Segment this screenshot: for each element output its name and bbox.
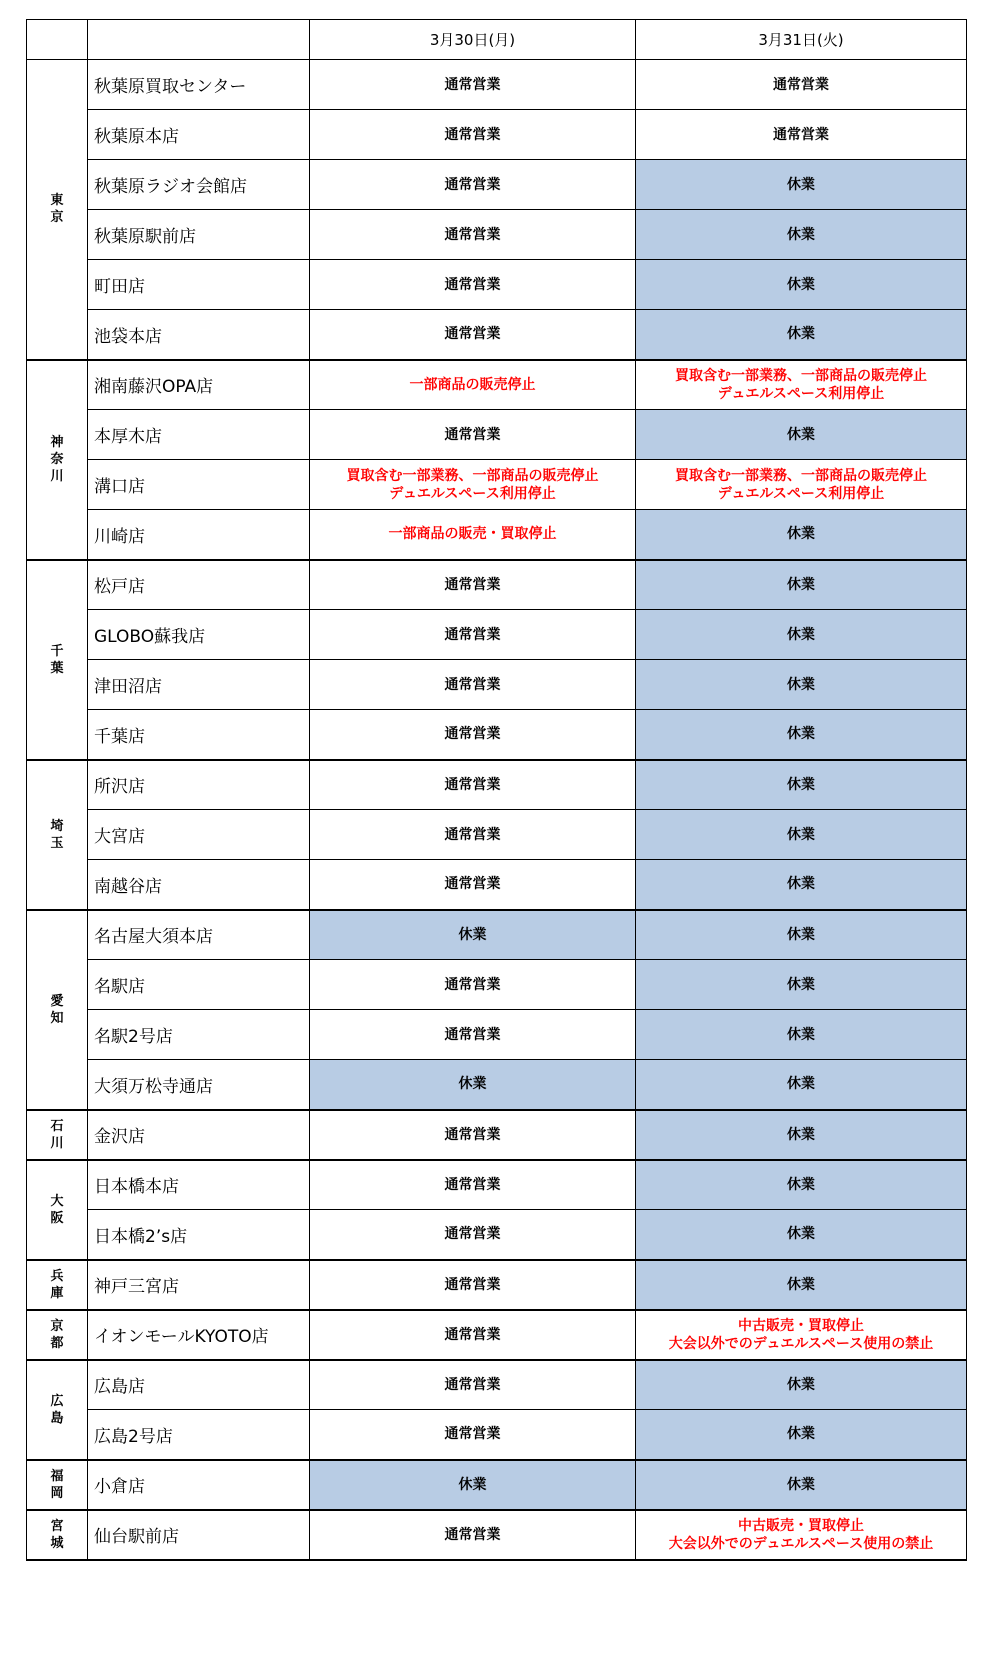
- table-row: [27, 660, 967, 710]
- status-text: 休業: [787, 1026, 815, 1043]
- store-name-cell: 神戸三宮店: [88, 1260, 310, 1310]
- prefecture-char: 千: [50, 643, 64, 659]
- table-row: [27, 1110, 967, 1160]
- day2-status-cell: [636, 410, 967, 460]
- status-text: 通常営業: [444, 976, 501, 993]
- status-text: 大会以外でのデュエルスペース使用の禁止: [668, 1535, 934, 1552]
- day1-status-cell: [310, 310, 636, 360]
- prefecture-char: 神: [50, 435, 64, 450]
- day1-status-cell: [310, 1310, 636, 1360]
- day2-status-cell: [636, 810, 967, 860]
- store-name-cell: イオンモールKYOTO店: [88, 1310, 310, 1360]
- status-text: 通常営業: [444, 726, 501, 743]
- status-text: 休業: [787, 226, 815, 243]
- day1-status-cell: [310, 1260, 636, 1310]
- status-text: 通常営業: [444, 676, 501, 693]
- day2-status-cell: [636, 260, 967, 310]
- store-name-cell: 秋葉原本店: [88, 110, 310, 160]
- status-text: 休業: [787, 626, 815, 643]
- store-name-cell: 日本橋本店: [88, 1160, 310, 1210]
- table-row: [27, 960, 967, 1010]
- status-text: 通常営業: [444, 1126, 501, 1143]
- table-row: [27, 1410, 967, 1460]
- status-text: 買取含む一部業務、一部商品の販売停止: [346, 467, 599, 484]
- store-name-cell: 南越谷店: [88, 860, 310, 910]
- status-text: 通常営業: [444, 626, 501, 643]
- store-name-cell: 仙台駅前店: [88, 1510, 310, 1560]
- day2-status-cell: [636, 660, 967, 710]
- status-text: 通常営業: [444, 276, 501, 293]
- prefecture-cell: [27, 1460, 88, 1510]
- day1-status-cell: [310, 710, 636, 760]
- day2-status-cell: [636, 1410, 967, 1460]
- status-text: 休業: [787, 1076, 815, 1093]
- status-text: 買取含む一部業務、一部商品の販売停止: [675, 467, 927, 484]
- day1-status-cell: [310, 1060, 636, 1110]
- status-text: 休業: [787, 426, 815, 443]
- store-name-cell: 広島店: [88, 1360, 310, 1410]
- status-text: デュエルスペース利用停止: [717, 485, 885, 502]
- status-text: 休業: [458, 926, 487, 943]
- store-name-cell: 秋葉原買取センター: [88, 60, 310, 110]
- store-name-cell: 溝口店: [88, 460, 310, 510]
- day2-status-cell: [636, 760, 967, 810]
- prefecture-char: 愛: [50, 993, 64, 1009]
- table-row: [27, 710, 967, 760]
- prefecture-char: 川: [50, 469, 64, 484]
- day1-status-cell: [310, 260, 636, 310]
- store-name-cell: 大宮店: [88, 810, 310, 860]
- prefecture-char: 福: [50, 1468, 64, 1484]
- table-row: [27, 60, 967, 110]
- status-text: 休業: [787, 826, 815, 843]
- day1-status-cell: [310, 810, 636, 860]
- status-text: 通常営業: [444, 1426, 501, 1443]
- day2-status-cell: [636, 610, 967, 660]
- prefecture-char: 東: [50, 193, 64, 209]
- store-name-cell: 湘南藤沢OPA店: [88, 360, 310, 410]
- table-row: [27, 160, 967, 210]
- day1-status-cell: [310, 1160, 636, 1210]
- prefecture-char: 埼: [50, 818, 64, 834]
- prefecture-cell: [27, 1110, 88, 1160]
- table-row: [27, 1160, 967, 1210]
- table-row: [27, 760, 967, 810]
- day1-status-cell: [310, 60, 636, 110]
- store-status-table-wrapper: [26, 19, 967, 1561]
- day2-status-cell: [636, 1010, 967, 1060]
- day2-status-cell: [636, 210, 967, 260]
- status-text: 通常営業: [444, 1176, 501, 1193]
- day2-status-cell: [636, 510, 967, 560]
- day2-status-cell: [636, 1310, 967, 1360]
- status-text: 休業: [787, 676, 815, 693]
- status-text: 休業: [787, 1126, 815, 1143]
- store-name-cell: 本厚木店: [88, 410, 310, 460]
- status-text: 休業: [787, 1426, 815, 1443]
- status-text: 通常営業: [444, 326, 501, 343]
- table-row: [27, 510, 967, 560]
- status-text: 休業: [787, 276, 815, 293]
- table-row: [27, 860, 967, 910]
- store-name-cell: 川崎店: [88, 510, 310, 560]
- table-header: [27, 20, 967, 60]
- day1-status-cell: [310, 910, 636, 960]
- day1-status-cell: [310, 410, 636, 460]
- day2-status-cell: [636, 1460, 967, 1510]
- table-row: [27, 1360, 967, 1410]
- store-status-table: [26, 19, 967, 1561]
- status-text: 通常営業: [444, 1226, 501, 1243]
- status-text: 休業: [458, 1476, 487, 1493]
- table-row: [27, 1310, 967, 1360]
- day2-status-cell: [636, 910, 967, 960]
- prefecture-cell: [27, 910, 88, 1110]
- status-text: 通常営業: [444, 1276, 501, 1293]
- status-text: 大会以外でのデュエルスペース使用の禁止: [668, 1335, 934, 1352]
- prefecture-char: 葉: [50, 660, 64, 676]
- table-row: [27, 610, 967, 660]
- table-row: [27, 1010, 967, 1060]
- prefecture-char: 大: [50, 1193, 64, 1209]
- table-row: [27, 460, 967, 510]
- day1-status-cell: [310, 760, 636, 810]
- status-text: 休業: [787, 176, 815, 193]
- day1-status-cell: [310, 560, 636, 610]
- store-name-cell: 大須万松寺通店: [88, 1060, 310, 1110]
- store-name-cell: 金沢店: [88, 1110, 310, 1160]
- store-name-cell: 秋葉原駅前店: [88, 210, 310, 260]
- day2-status-cell: [636, 1260, 967, 1310]
- day2-status-cell: [636, 360, 967, 410]
- day1-status-cell: [310, 160, 636, 210]
- status-text: 休業: [787, 726, 815, 743]
- prefecture-cell: [27, 1260, 88, 1310]
- day1-status-cell: [310, 1410, 636, 1460]
- status-text: 休業: [787, 526, 815, 543]
- status-text: 通常営業: [444, 126, 501, 143]
- prefecture-char: 島: [50, 1410, 64, 1426]
- status-text: 通常営業: [773, 126, 829, 143]
- prefecture-char: 知: [50, 1010, 64, 1026]
- day2-status-cell: [636, 60, 967, 110]
- prefecture-char: 広: [50, 1393, 64, 1409]
- prefecture-cell: [27, 1160, 88, 1260]
- prefecture-char: 都: [50, 1335, 64, 1351]
- day2-status-cell: [636, 1210, 967, 1260]
- prefecture-cell: [27, 1310, 88, 1360]
- prefecture-cell: [27, 60, 88, 360]
- day2-status-cell: [636, 960, 967, 1010]
- prefecture-char: 庫: [50, 1285, 64, 1301]
- table-row: [27, 1060, 967, 1110]
- store-name-cell: 池袋本店: [88, 310, 310, 360]
- status-text: デュエルスペース利用停止: [717, 385, 885, 402]
- prefecture-cell: [27, 360, 88, 560]
- prefecture-char: 川: [50, 1135, 64, 1151]
- status-text: 通常営業: [773, 76, 829, 93]
- day2-status-cell: [636, 1360, 967, 1410]
- day1-status-cell: [310, 210, 636, 260]
- day2-status-cell: [636, 460, 967, 510]
- status-text: 休業: [787, 1226, 815, 1243]
- prefecture-char: 宮: [50, 1518, 64, 1534]
- prefecture-char: 玉: [50, 835, 64, 851]
- table-row: [27, 210, 967, 260]
- status-text: 通常営業: [444, 576, 501, 593]
- status-text: 休業: [787, 1476, 815, 1493]
- table-row: [27, 410, 967, 460]
- table-row: [27, 260, 967, 310]
- day2-status-cell: [636, 1510, 967, 1560]
- status-text: 通常営業: [444, 176, 501, 193]
- status-text: 休業: [787, 776, 815, 793]
- prefecture-cell: [27, 560, 88, 760]
- store-name-cell: 秋葉原ラジオ会館店: [88, 160, 310, 210]
- status-text: 通常営業: [444, 1526, 501, 1543]
- status-text: 休業: [787, 1276, 815, 1293]
- table-row: [27, 1260, 967, 1310]
- day1-status-cell: [310, 1510, 636, 1560]
- status-text: 休業: [787, 326, 815, 343]
- day1-status-cell: [310, 660, 636, 710]
- store-name-cell: 名駅店: [88, 960, 310, 1010]
- store-name-cell: 名古屋大須本店: [88, 910, 310, 960]
- status-text: 休業: [787, 576, 815, 593]
- table-row: [27, 1210, 967, 1260]
- table-row: [27, 310, 967, 360]
- day1-status-cell: [310, 610, 636, 660]
- day1-status-cell: [310, 1360, 636, 1410]
- status-text: 一部商品の販売・買取停止: [388, 526, 557, 543]
- day1-status-cell: [310, 1210, 636, 1260]
- prefecture-char: 城: [50, 1535, 64, 1551]
- day2-status-cell: [636, 160, 967, 210]
- status-text: 通常営業: [444, 776, 501, 793]
- status-text: 買取含む一部業務、一部商品の販売停止: [675, 367, 927, 384]
- status-text: 一部商品の販売停止: [409, 376, 536, 393]
- status-text: 休業: [787, 876, 815, 893]
- store-name-cell: 津田沼店: [88, 660, 310, 710]
- day1-status-cell: [310, 510, 636, 560]
- table-row: [27, 1460, 967, 1510]
- status-text: 通常営業: [444, 76, 501, 93]
- store-name-cell: 小倉店: [88, 1460, 310, 1510]
- store-name-cell: 広島2号店: [88, 1410, 310, 1460]
- day2-status-cell: [636, 560, 967, 610]
- prefecture-char: 阪: [50, 1210, 64, 1226]
- day1-status-cell: [310, 460, 636, 510]
- prefecture-char: 京: [50, 1318, 64, 1334]
- status-text: 通常営業: [444, 226, 501, 243]
- prefecture-char: 奈: [50, 452, 64, 467]
- day2-status-cell: [636, 1060, 967, 1110]
- prefecture-cell: [27, 760, 88, 910]
- header-store-cell: [88, 20, 310, 60]
- day2-status-cell: [636, 1160, 967, 1210]
- prefecture-char: 岡: [50, 1485, 64, 1501]
- status-text: 中古販売・買取停止: [738, 1317, 864, 1334]
- store-name-cell: 松戸店: [88, 560, 310, 610]
- prefecture-char: 京: [50, 210, 64, 226]
- store-name-cell: 日本橋2’s店: [88, 1210, 310, 1260]
- table-row: [27, 1510, 967, 1560]
- header-row: [27, 20, 967, 60]
- table-row: [27, 560, 967, 610]
- status-text: 通常営業: [444, 826, 501, 843]
- status-text: 通常営業: [444, 1376, 501, 1393]
- table-row: [27, 360, 967, 410]
- status-text: 通常営業: [444, 876, 501, 893]
- day2-status-cell: [636, 1110, 967, 1160]
- day2-status-cell: [636, 310, 967, 360]
- prefecture-char: 石: [50, 1118, 64, 1134]
- day1-status-cell: [310, 860, 636, 910]
- day2-status-cell: [636, 710, 967, 760]
- status-text: 休業: [787, 1376, 815, 1393]
- table-body: [27, 60, 967, 1560]
- prefecture-char: 兵: [50, 1268, 64, 1284]
- table-row: [27, 110, 967, 160]
- day1-status-cell: [310, 360, 636, 410]
- status-text: 通常営業: [444, 1026, 501, 1043]
- status-text: 休業: [787, 926, 815, 943]
- status-text: 休業: [787, 1176, 815, 1193]
- table-row: [27, 910, 967, 960]
- header-prefecture-cell: [27, 20, 88, 60]
- store-name-cell: GLOBO蘇我店: [88, 610, 310, 660]
- status-text: 中古販売・買取停止: [738, 1517, 864, 1534]
- store-name-cell: 町田店: [88, 260, 310, 310]
- day1-status-cell: [310, 1110, 636, 1160]
- store-name-cell: 所沢店: [88, 760, 310, 810]
- table-row: [27, 810, 967, 860]
- day1-status-cell: [310, 1010, 636, 1060]
- header-day2: 3月31日(火): [636, 20, 967, 60]
- status-text: 休業: [458, 1076, 487, 1093]
- prefecture-cell: [27, 1510, 88, 1560]
- day1-status-cell: [310, 110, 636, 160]
- store-name-cell: 千葉店: [88, 710, 310, 760]
- day1-status-cell: [310, 1460, 636, 1510]
- day1-status-cell: [310, 960, 636, 1010]
- status-text: 休業: [787, 976, 815, 993]
- day2-status-cell: [636, 110, 967, 160]
- status-text: 通常営業: [444, 426, 501, 443]
- prefecture-cell: [27, 1360, 88, 1460]
- store-name-cell: 名駅2号店: [88, 1010, 310, 1060]
- status-text: デュエルスペース利用停止: [389, 485, 556, 502]
- day2-status-cell: [636, 860, 967, 910]
- header-day1: 3月30日(月): [310, 20, 636, 60]
- status-text: 通常営業: [444, 1326, 501, 1343]
